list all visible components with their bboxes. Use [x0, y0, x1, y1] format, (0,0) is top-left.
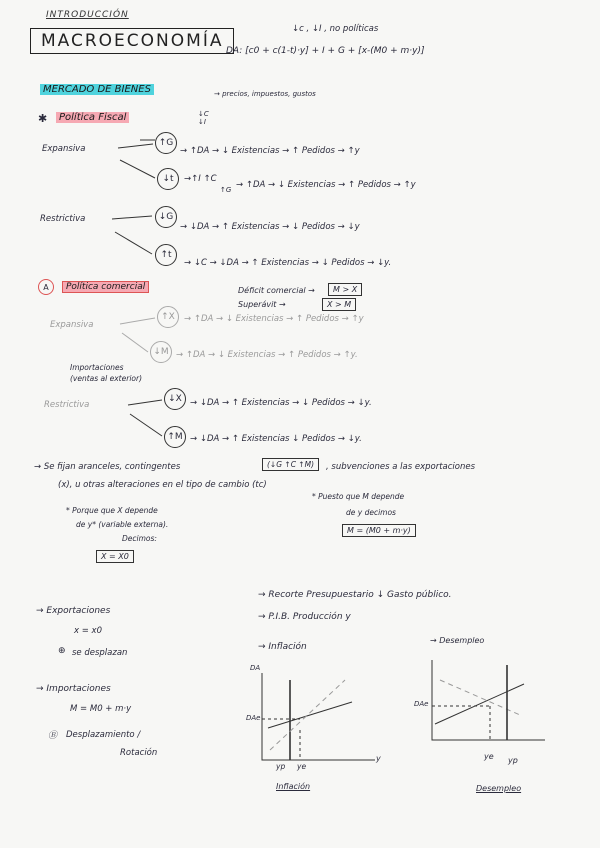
inflacion: → Inflación — [258, 642, 307, 652]
superavit-text: Superávit → — [238, 300, 286, 309]
g1-yp: yp — [276, 762, 286, 771]
down-g-chain: → ↓DA → ↑ Existencias → ↓ Pedidos → ↓y — [180, 222, 360, 232]
g1-ye: ye — [297, 762, 307, 771]
fiscal-restrictiva-label: Restrictiva — [40, 214, 86, 224]
bienes-title — [40, 84, 154, 95]
b-circle-mark: Ⓑ — [48, 731, 58, 741]
fijan-line1b: , subvenciones a las exportaciones — [326, 462, 476, 472]
g2-ye: ye — [484, 752, 494, 761]
g1-y: y — [376, 754, 381, 763]
g2-yp: yp — [508, 756, 518, 765]
importaciones-note: Desplazamiento / — [66, 730, 141, 740]
bienes-note: → precios, impuestos, gustos — [214, 90, 316, 98]
down-x-chain: → ↓DA → ↑ Existencias → ↓ Pedidos → ↓y. — [190, 398, 372, 408]
up-m-chain: → ↓DA → ↑ Existencias ↓ Pedidos → ↓y. — [190, 434, 362, 444]
down-t-sub: ↑G — [220, 186, 232, 194]
g1-dae: DAe — [246, 714, 261, 722]
bienes-title-text: MERCADO DE BIENES — [40, 84, 154, 95]
note-right-box: M = (M0 + m·y) — [342, 524, 416, 537]
down-x-circle: ↓X — [164, 388, 186, 410]
note-left-2: de y* (variable externa). — [76, 520, 169, 529]
importaciones-eq: M = M0 + m·y — [70, 704, 132, 714]
bienes-note2: ↓C ↓I — [198, 110, 209, 126]
down-m-chain: → ↑DA → ↓ Existencias → ↑ Pedidos → ↑y. — [176, 350, 358, 360]
up-g-circle: ↑G — [155, 132, 177, 154]
note-right-1: * Puesto que M depende — [312, 492, 405, 501]
exportaciones: → Exportaciones — [36, 606, 111, 616]
desempleo: → Desempleo — [430, 636, 485, 645]
comercial-expansiva-label: Expansiva — [50, 320, 94, 330]
importaciones-note2: Rotación — [120, 748, 158, 758]
up-m-circle: ↑M — [164, 426, 186, 448]
comercial-restrictiva-label: Restrictiva — [44, 400, 90, 410]
pib: → P.I.B. Producción y — [258, 612, 351, 622]
fijan-line2: (x), u otras alteraciones en el tipo de cambio (tc) — [58, 480, 267, 490]
da-formula: DA: [c0 + c(1-t)·y] + I + G + [x-(M0 + m·y)] — [226, 46, 425, 56]
fiscal-label — [56, 112, 129, 123]
recorte: → Recorte Presupuestario ↓ Gasto público. — [258, 590, 452, 600]
down-t-chain: → ↑DA → ↓ Existencias → ↑ Pedidos → ↑y — [236, 180, 416, 190]
asterisk-mark: ✱ — [38, 112, 48, 125]
importaciones: → Importaciones — [36, 684, 111, 694]
fiscal-label-text: Política Fiscal — [56, 112, 129, 123]
comercial-label — [62, 282, 149, 292]
fiscal-expansiva-label: Expansiva — [42, 144, 86, 154]
exportaciones-note: se desplazan — [72, 648, 128, 658]
up-x-chain: → ↑DA → ↓ Existencias → ↑ Pedidos → ↑y — [184, 314, 364, 324]
g1-caption: Inflación — [276, 782, 311, 791]
num-a-circle: A — [38, 279, 54, 295]
note-left-box: X = X0 — [96, 550, 134, 563]
g2-caption: Desempleo — [476, 784, 522, 793]
down-t-circle: ↓t — [157, 168, 179, 190]
up-t-chain: → ↓C → ↓DA → ↑ Existencias → ↓ Pedidos → ↓y. — [184, 258, 392, 268]
intro-heading: INTRODUCCIÓN — [46, 10, 129, 20]
superavit-box: X > M — [322, 298, 356, 311]
note-left-3: Decimos: — [122, 534, 157, 543]
main-title: MACROECONOMÍA — [30, 28, 234, 54]
g2-dae: DAe — [414, 700, 429, 708]
up-x-circle: ↑X — [157, 306, 179, 328]
up-g-chain: → ↑DA → ↓ Existencias → ↑ Pedidos → ↑y — [180, 146, 360, 156]
deficit-box: M > X — [328, 283, 362, 296]
down-m-circle: ↓M — [150, 341, 172, 363]
g1-da: DA — [250, 664, 261, 672]
note-left-1: * Porque que X depende — [66, 506, 158, 515]
note-top: ↓c , ↓I , no políticas — [292, 24, 379, 34]
up-t-circle: ↑t — [155, 244, 177, 266]
down-g-circle: ↓G — [155, 206, 177, 228]
comercial-label-text: Política comercial — [62, 281, 149, 293]
exportaciones-eq: x = x0 — [74, 626, 102, 636]
fijan-line1: → Se fijan aranceles, contingentes — [34, 462, 181, 472]
note-right-2: de y decimos — [346, 508, 396, 517]
importaciones-note: Importaciones (ventas al exterior) — [70, 363, 142, 383]
fijan-box: (↓G ↑C ↑M) — [262, 458, 319, 471]
deficit-text: Déficit comercial → — [238, 286, 315, 295]
down-t-mid: →↑I ↑C — [184, 174, 217, 184]
plus-mark: ⊕ — [58, 646, 66, 656]
